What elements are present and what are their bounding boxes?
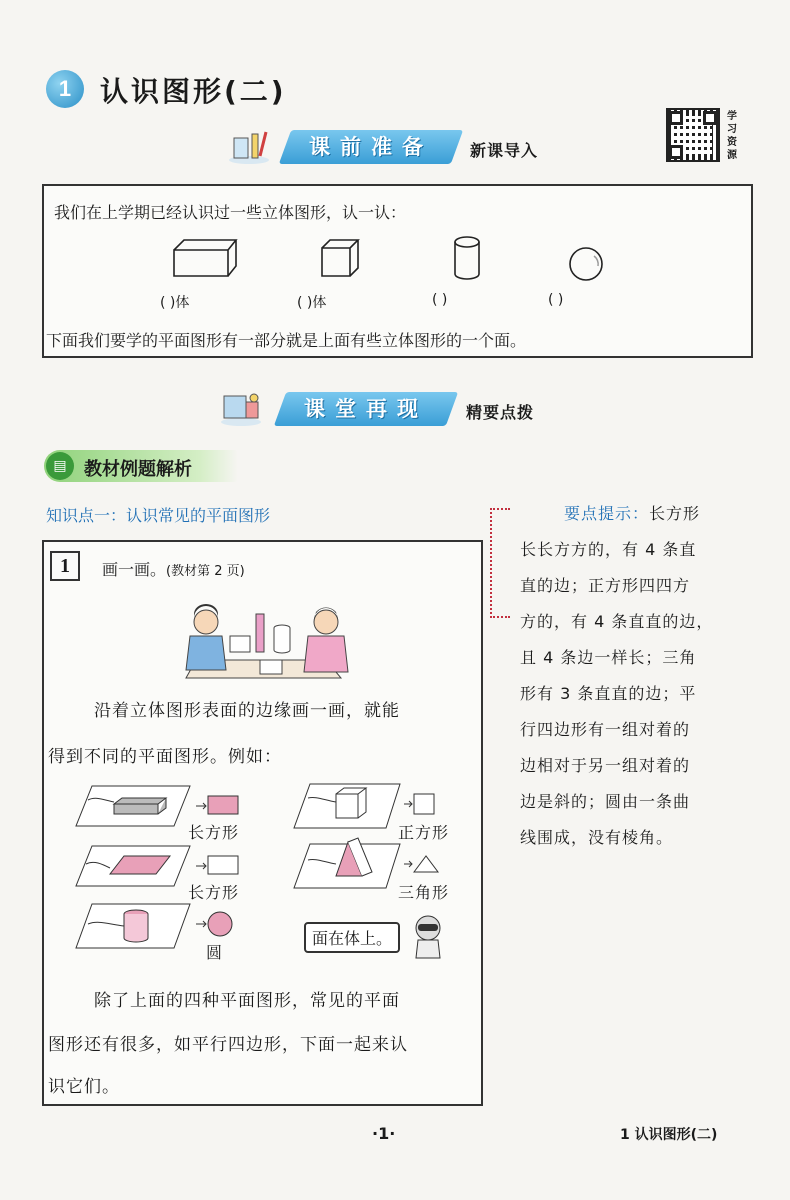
qr-label: 学 习 资 源 <box>727 111 737 161</box>
chapter-number-badge: 1 <box>46 70 84 108</box>
example-paragraph-2-line-3: 识它们。 <box>48 1077 120 1097</box>
example-paragraph-1-line-2: 得到不同的平面图形。例如： <box>48 747 282 767</box>
shape-label-4: ( ) <box>548 292 564 308</box>
classroom-icon <box>218 388 264 428</box>
section-banner-class: 课堂再现 <box>274 392 458 426</box>
label-square: 正方形 <box>398 823 450 842</box>
tip-connector <box>490 508 510 618</box>
cylinder-figure <box>450 234 484 282</box>
label-circle: 圆 <box>206 943 224 962</box>
qr-code[interactable] <box>666 108 720 162</box>
chapter-title: 认识图形(二) <box>100 75 287 108</box>
children-drawing-illustration <box>176 600 352 682</box>
book-icon: ▤ <box>46 452 74 480</box>
label-triangle: 三角形 <box>398 883 450 902</box>
textbook-example-tag: ▤ 教材例题解析 <box>44 450 238 482</box>
section-subtitle-preview: 新课导入 <box>470 141 539 160</box>
stationery-icon <box>226 126 272 166</box>
label-rectangle-2: 长方形 <box>188 883 240 902</box>
robot-speech-bubble: 面在体上。 <box>304 922 400 953</box>
section-banner-preview: 课前准备 <box>279 130 463 164</box>
shape-label-2: ( )体 <box>297 295 327 311</box>
shape-label-3: ( ) <box>432 292 448 308</box>
cuboid-figure <box>170 236 240 280</box>
shape-label-1: ( )体 <box>160 295 190 311</box>
example-title: 画一画。(教材第 2 页) <box>102 560 245 579</box>
knowledge-point-title: 知识点一：认识常见的平面图形 <box>46 506 271 525</box>
example-paragraph-1-line-1: 沿着立体图形表面的边缘画一画，就能 <box>94 701 400 721</box>
example-number: 1 <box>50 551 80 581</box>
intro-text: 我们在上学期已经认识过一些立体图形，认一认： <box>54 203 407 222</box>
cube-figure <box>318 236 362 280</box>
example-paragraph-2-line-1: 除了上面的四种平面图形，常见的平面 <box>94 991 400 1011</box>
section-subtitle-class: 精要点拨 <box>466 403 535 422</box>
footer-title: 1 认识图形(二) <box>620 1127 718 1143</box>
robot-icon <box>408 914 450 964</box>
label-rectangle-1: 长方形 <box>188 823 240 842</box>
key-point-tip: 要点提示：长方形 长长方方的，有 4 条直 直的边；正方形四四方 方的，有 4 条直直的边， 且 4 条边一样长；三角 形有 3 条直直的边；平 行四边形有一组对着的 边相对于另一组对着的 边是斜的；圆由一条曲 线围成，没有棱角。 <box>520 504 714 847</box>
page-number: ·1· <box>372 1124 396 1143</box>
example-paragraph-2-line-2: 图形还有很多，如平行四边形，下面一起来认 <box>48 1035 408 1055</box>
intro-conclusion: 下面我们要学的平面图形有一部分就是上面有些立体图形的一个面。 <box>46 331 527 350</box>
sphere-figure <box>566 244 606 284</box>
